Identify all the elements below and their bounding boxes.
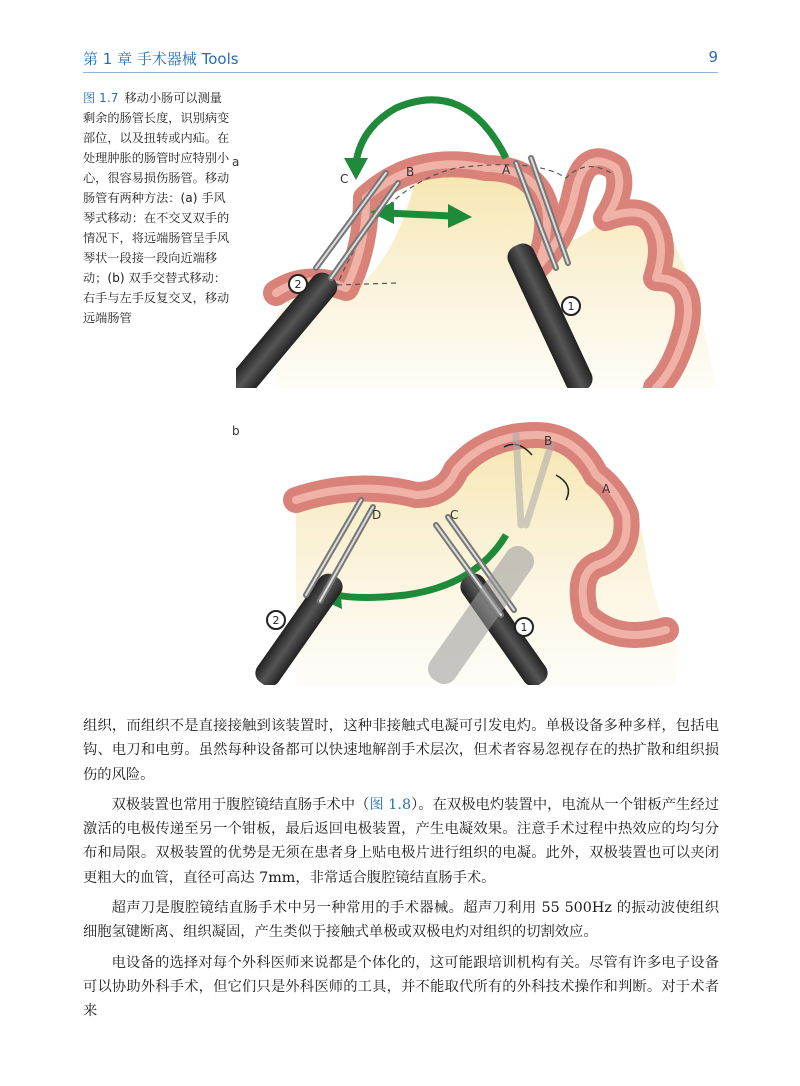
point-label-a-A: A xyxy=(502,163,511,177)
figure-reference-link[interactable]: 图 1.8 xyxy=(369,796,412,813)
instrument-label-2-b: 2 xyxy=(272,614,280,627)
figure-caption xyxy=(83,88,233,328)
panel-label-b: b xyxy=(232,424,240,438)
point-label-b-C: C xyxy=(450,508,459,522)
straight-arrow-a xyxy=(386,213,451,216)
caption-text: 移动小肠可以测量剩余的肠管长度，识别病变部位，以及扭转或内疝。在处理肿胀的肠管时应特别小心，很容易损伤肠管。移动肠管有两种方法：(a) 手风琴式移动：在不交叉双手的情况下，将远端肠管呈手风琴状一段接一段向近端移动；(b) 双手交替式移动：右手与左手反复交叉，移动远端肠管 xyxy=(83,91,230,325)
panel-label-a: a xyxy=(232,155,240,169)
point-label-a-B: B xyxy=(406,165,415,179)
figure-label: 图 1.7 xyxy=(83,91,119,105)
illustration-a xyxy=(236,88,716,388)
point-label-a-C: C xyxy=(340,172,349,186)
paragraph-4: 电设备的选择对每个外科医师来说都是个体化的，这可能跟培训机构有关。尽管有许多电子设备可以协助外科手术，但它们只是外科医师的工具，并不能取代所有的外科技术操作和判断。对于术者来 xyxy=(83,954,719,1020)
point-label-b-D: D xyxy=(372,508,382,522)
page-number: 9 xyxy=(708,48,718,66)
instrument-label-1-b: 1 xyxy=(520,621,528,634)
instrument-label-1-a: 1 xyxy=(567,300,575,313)
paragraph-2-before: 双极装置也常用于腹腔镜结直肠手术中（ xyxy=(111,796,370,813)
paragraph-3: 超声刀是腹腔镜结直肠手术中另一种常用的手术器械。超声刀利用 55 500Hz 的振动波使组织细胞氢键断离、组织凝固，产生类似于接触式单极或双极电灼对组织的切割效应。 xyxy=(83,900,719,941)
paragraph-1: 组织，而组织不是直接接触到该装置时，这种非接触式电凝可引发电灼。单极设备多种多样，包括电钩、电刀和电剪。虽然每种设备都可以快速地解剖手术层次，但术者容易忽视存在的热扩散和组织损伤的风险。 xyxy=(83,718,719,783)
chapter-title: 第 1 章 手术器械 Tools xyxy=(83,50,239,68)
point-label-b-B: B xyxy=(544,434,553,448)
paragraph-2 xyxy=(83,793,719,890)
point-label-b-A: A xyxy=(602,482,611,496)
body-text xyxy=(83,714,719,1030)
instrument-label-2-a: 2 xyxy=(294,278,302,291)
illustration-b xyxy=(236,415,716,685)
paragraph-2-after: ）。在双极电灼装置中，电流从一个钳板产生经过激活的电极传递至另一个钳板，最后返回电极装置，产生电凝效果。注意手术过程中热效应的均匀分布和局限。双极装置的优势是无须在患者身上贴电极片进行组织的电凝。此外，双极装置也可以夹闭更粗大的血管，直径可高达 7mm，非常适合腹腔镜结直肠手术。 xyxy=(83,796,719,886)
running-header xyxy=(83,46,718,73)
